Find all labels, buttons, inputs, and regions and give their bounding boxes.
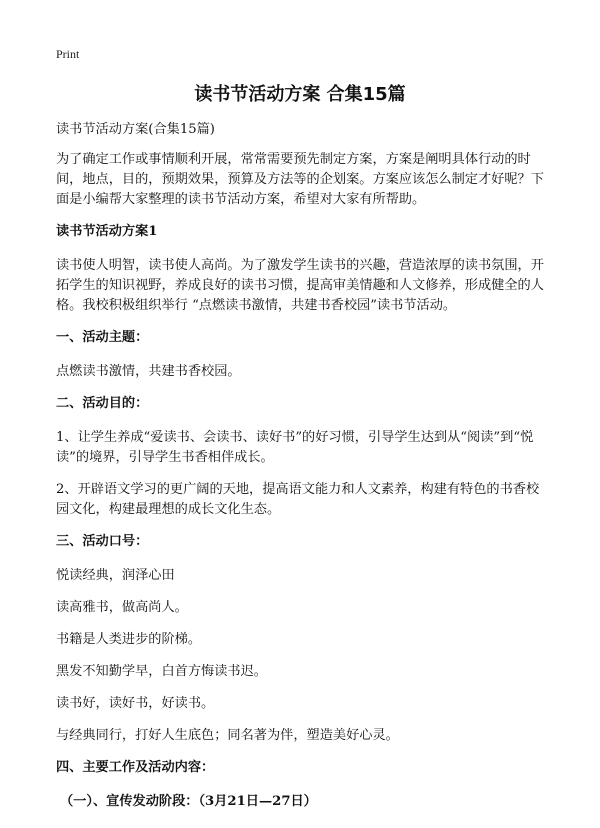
page-title: 读书节活动方案 合集15篇 — [194, 84, 406, 105]
intro-subtitle: 读书节活动方案(合集15篇) — [56, 122, 215, 137]
slogan-item: 与经典同行，打好人生底色；同名著为伴，塑造美好心灵。 — [56, 728, 399, 743]
intro-paragraph: 为了确定工作或事情顺利开展，常常需要预先制定方案，方案是阐明具体行动的时间，地点，目的，预期效果，预算及方法等的企划案。方案应该怎么制定才好呢？下面是小编帮大家整理的读书节活动方案，希望对大家有所帮助。 — [56, 152, 544, 207]
slogan-item: 书籍是人类进步的阶梯。 — [56, 632, 202, 647]
purpose-item-2: 2、开辟语文学习的更广阔的天地，提高语文能力和人文素养，构建有特色的书香校园文化，构建最理想的成长文化生态。 — [56, 482, 540, 517]
slogan-item: 读高雅书，做高尚人。 — [56, 600, 188, 615]
slogan-heading: 三、活动口号： — [56, 534, 149, 549]
section1-paragraph: 读书使人明智，读书使人高尚。为了激发学生读书的兴趣，营造浓厚的读书氛围，开拓学生的知识视野，养成良好的读书习惯，提高审美情趣和人文修养，形成健全的人格。我校积极组织举行 “点燃读书激情，共建书香校园”读书节活动。 — [56, 258, 544, 313]
theme-heading: 一、活动主题： — [56, 330, 149, 345]
slogan-item: 黑发不知勤学早，白首方悔读书迟。 — [56, 664, 267, 679]
slogan-item: 悦读经典，润泽心田 — [56, 568, 175, 583]
document-body — [56, 120, 552, 826]
purpose-heading: 二、活动目的： — [56, 396, 149, 411]
work-heading: 四、主要工作及活动内容： — [56, 760, 215, 775]
slogan-item: 读书好，读好书，好读书。 — [56, 696, 215, 711]
print-label: Print — [56, 47, 80, 61]
section1-title: 读书节活动方案1 — [56, 224, 158, 239]
purpose-item-1: 1、让学生养成“爱读书、会读书、读好书”的好习惯，引导学生达到从“阅读”到“悦读”的境界，引导学生书香相伴成长。 — [56, 430, 534, 465]
stage1-heading: （一）、宣传发动阶段：（3月21日—27日） — [60, 794, 317, 809]
theme-text: 点燃读书激情，共建书香校园。 — [56, 364, 241, 379]
